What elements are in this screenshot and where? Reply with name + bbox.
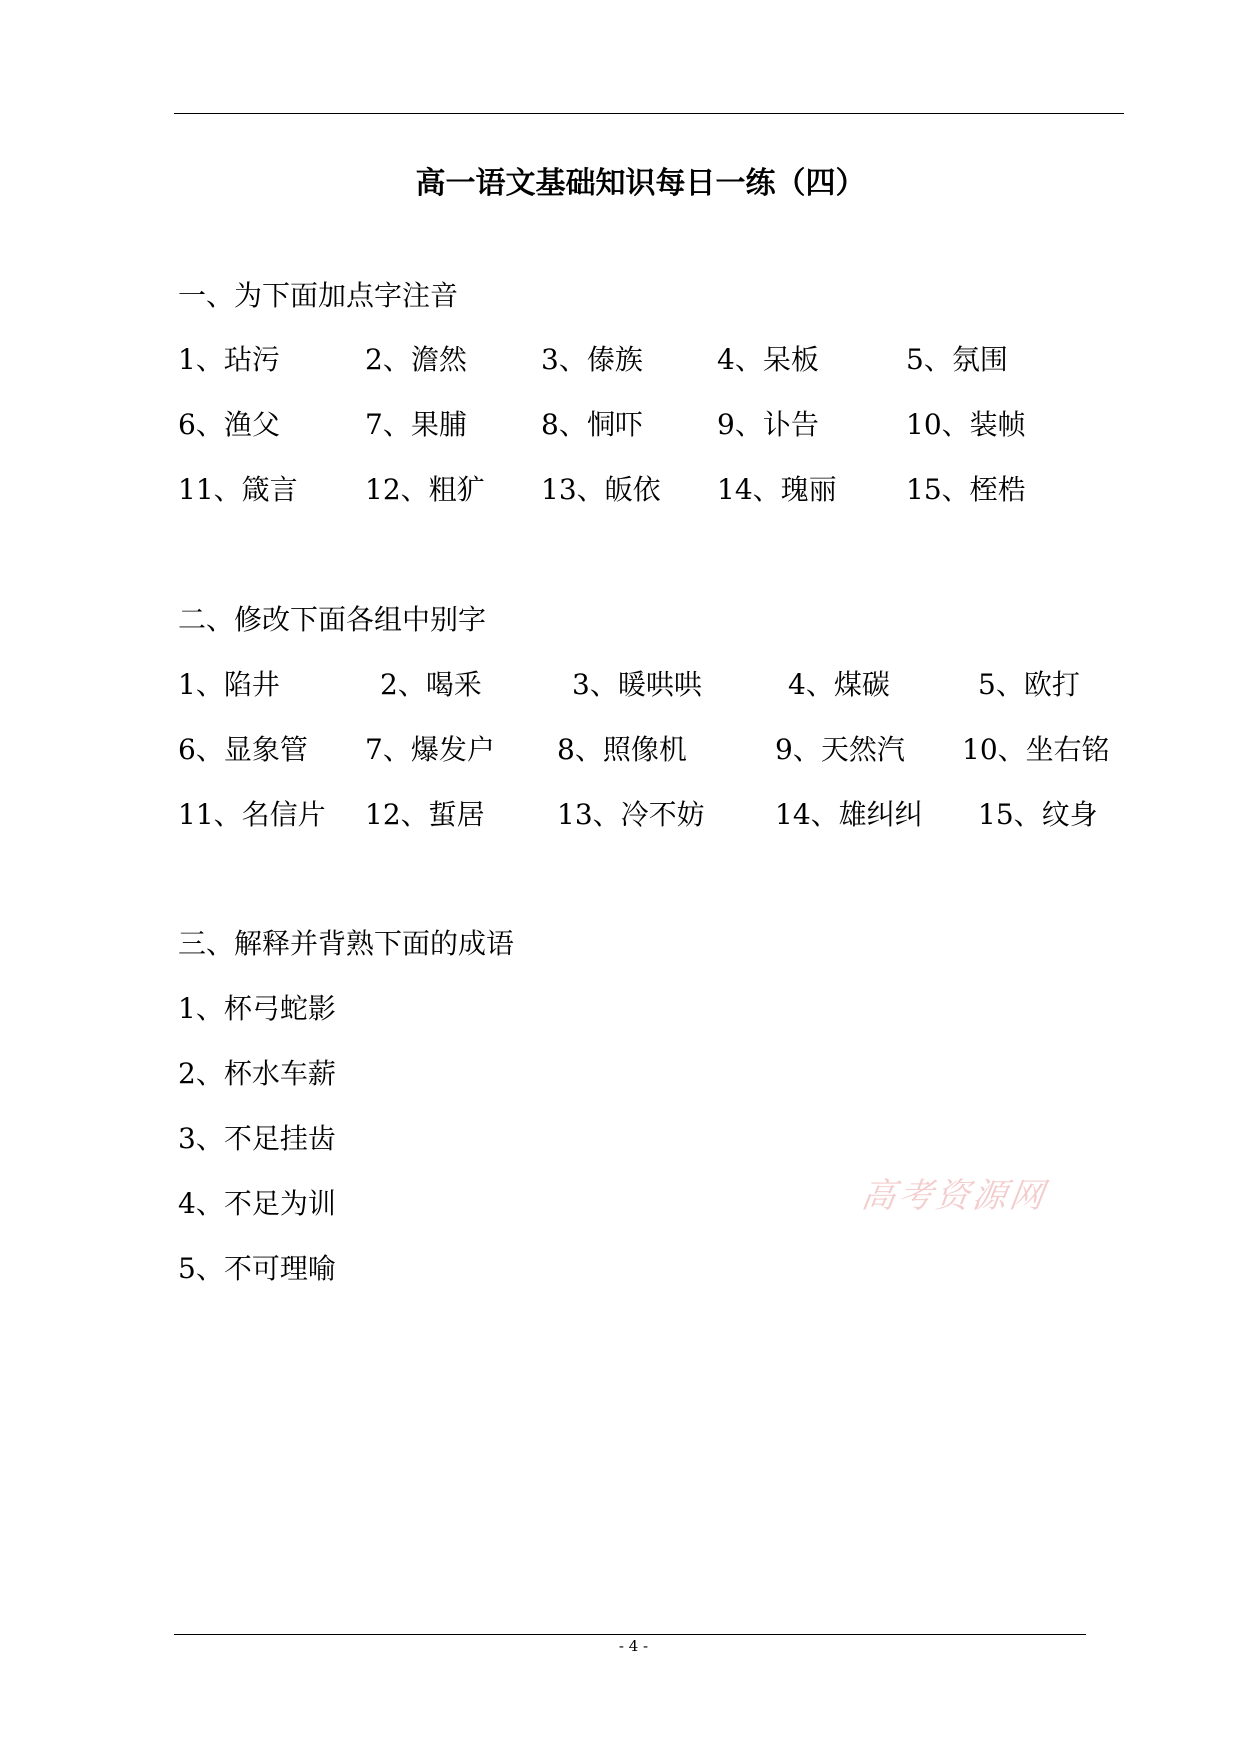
s2-item: 4、煤碳: [788, 668, 890, 701]
s1-item: 7、果脯: [365, 408, 467, 441]
s1-item: 8、恫吓: [541, 408, 643, 441]
s2-item: 2、喝釆: [380, 668, 482, 701]
s2-item: 15、纹身: [978, 798, 1098, 831]
s2-item: 12、蜇居: [365, 798, 485, 831]
section3-heading: 三、解释并背熟下面的成语: [178, 927, 515, 960]
idiom-item: 5、不可理喻: [178, 1252, 336, 1285]
s2-item: 5、欧打: [978, 668, 1080, 701]
s1-item: 10、装帧: [906, 408, 1026, 441]
s1-item: 3、傣族: [541, 343, 643, 376]
section2-heading: 二、修改下面各组中别字: [178, 603, 487, 636]
s2-item: 13、冷不妨: [557, 798, 705, 831]
s1-item: 2、澹然: [365, 343, 467, 376]
s1-item: 4、呆板: [717, 343, 819, 376]
idiom-item: 3、不足挂齿: [178, 1122, 336, 1155]
s2-item: 8、照像机: [557, 733, 687, 766]
s2-item: 3、暖哄哄: [572, 668, 702, 701]
section1-heading: 一、为下面加点字注音: [178, 279, 459, 312]
watermark: 高考资源网: [858, 1176, 1050, 1216]
s1-item: 6、渔父: [178, 408, 280, 441]
s2-item: 9、天然汽: [775, 733, 905, 766]
s2-item: 14、雄纠纠: [775, 798, 923, 831]
s1-item: 9、讣告: [717, 408, 819, 441]
s2-item: 1、陷井: [178, 668, 280, 701]
s2-item: 10、坐右铭: [962, 733, 1110, 766]
footer-rule: [174, 1634, 1086, 1635]
page-title: 高一语文基础知识每日一练（四）: [415, 166, 866, 201]
header-rule: [174, 113, 1124, 114]
s1-item: 12、粗犷: [365, 473, 485, 506]
idiom-item: 1、杯弓蛇影: [178, 992, 336, 1025]
s1-item: 1、玷污: [178, 343, 280, 376]
idiom-item: 2、杯水车薪: [178, 1057, 336, 1090]
s2-item: 7、爆发户: [365, 733, 495, 766]
page-number: - 4 -: [618, 1637, 649, 1655]
s2-item: 6、显象管: [178, 733, 308, 766]
idiom-item: 4、不足为训: [178, 1187, 336, 1220]
s1-item: 14、瑰丽: [717, 473, 837, 506]
s1-item: 5、氛围: [906, 343, 1008, 376]
s2-item: 11、名信片: [178, 798, 326, 831]
s1-item: 11、箴言: [178, 473, 298, 506]
s1-item: 15、桎梏: [906, 473, 1026, 506]
s1-item: 13、皈依: [541, 473, 661, 506]
